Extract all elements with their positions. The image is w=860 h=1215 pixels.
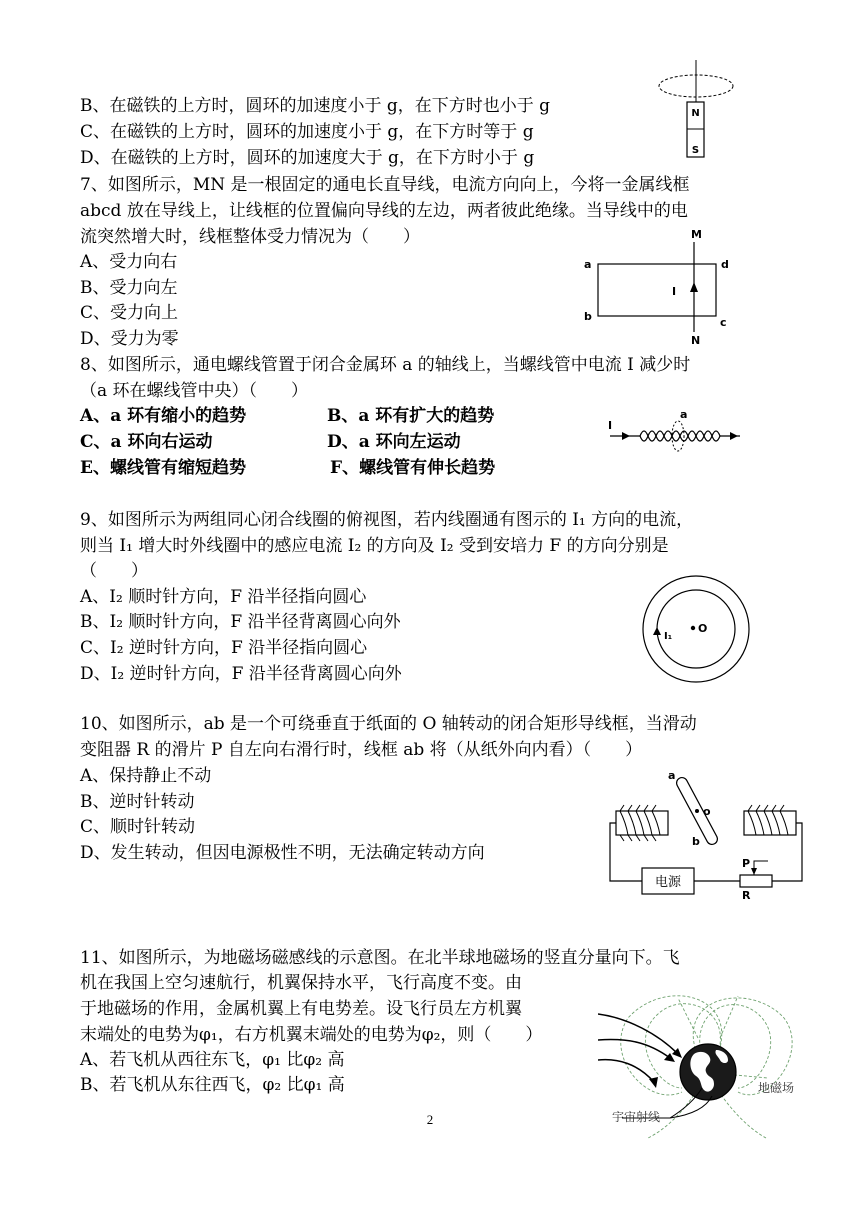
- q9-option-c: C、I₂ 逆时针方向，F 沿半径指向圆心: [80, 638, 368, 658]
- q9-stem-line1: 9、如图所示为两组同心闭合线圈的俯视图，若内线圈通有图示的 I₁ 方向的电流，: [80, 510, 694, 530]
- q10-stem-line2: 变阻器 R 的滑片 P 自左向右滑行时，线框 ab 将（从纸外向内看）（ ）: [80, 740, 643, 760]
- q11-stem-line2: 机在我国上空匀速航行，机翼保持水平，飞行高度不变。由: [80, 973, 522, 993]
- current-out-arrow-icon: [730, 432, 738, 440]
- magnet-south-label: S: [691, 145, 700, 156]
- q7-stem-line3: 流突然增大时，线框整体受力情况为（ ）: [80, 227, 420, 247]
- label-d: d: [721, 258, 729, 271]
- q7-option-c: C、受力向上: [80, 303, 179, 323]
- outer-coil: [643, 576, 749, 682]
- label-b: b: [692, 835, 700, 848]
- q8-option-e: E、螺线管有缩短趋势: [80, 458, 246, 478]
- q7-figure-wire-frame: [578, 226, 738, 354]
- label-o: O: [698, 622, 708, 635]
- q11-stem-line4: 末端处的电势为φ₁，右方机翼末端处的电势为φ₂，则（ ）: [80, 1025, 543, 1045]
- label-i1: I₁: [664, 631, 673, 642]
- q9-stem-line2: 则当 I₁ 增大时外线圈中的感应电流 I₂ 的方向及 I₂ 受到安培力 F 的方向分别是: [80, 536, 669, 556]
- q7-stem-line1: 7、如图所示，MN 是一根固定的通电长直导线，电流方向向上，今将一金属线框: [80, 175, 690, 195]
- q11-stem-line1: 11、如图所示，为地磁场磁感线的示意图。在北半球地磁场的竖直分量向下。飞: [80, 948, 680, 968]
- q9-figure-concentric-coils: [640, 573, 752, 685]
- label-a: a: [668, 769, 676, 782]
- q9-option-a: A、I₂ 顺时针方向，F 沿半径指向圆心: [80, 587, 367, 607]
- q7-option-b: B、受力向左: [80, 278, 178, 298]
- q8-option-a: A、a 环有缩小的趋势: [80, 406, 247, 426]
- label-current-i: I: [672, 285, 677, 298]
- q11-option-a: A、若飞机从西往东飞，φ₁ 比φ₂ 高: [80, 1050, 345, 1070]
- q9-option-d: D、I₂ 逆时针方向，F 沿半径背离圆心向外: [80, 664, 402, 684]
- q11-stem-line3: 于地磁场的作用，金属机翼上有电势差。设飞行员左方机翼: [80, 999, 522, 1019]
- page-number: 2: [426, 1112, 434, 1127]
- q6-option-b: B、在磁铁的上方时，圆环的加速度小于 g，在下方时也小于 g: [80, 96, 551, 116]
- q6-option-c: C、在磁铁的上方时，圆环的加速度小于 g，在下方时等于 g: [80, 122, 534, 142]
- q7-stem-line2: abcd 放在导线上，让线框的位置偏向导线的左边，两者彼此绝缘。当导线中的电: [80, 201, 688, 221]
- label-m: M: [691, 228, 702, 241]
- q9-option-b: B、I₂ 顺时针方向，F 沿半径背离圆心向外: [80, 612, 401, 632]
- q10-figure-circuit: [606, 765, 806, 900]
- center-point: [691, 626, 695, 630]
- label-current-i: I: [608, 419, 613, 432]
- left-electromagnet-core: [616, 811, 668, 835]
- q10-option-d: D、发生转动，但因电源极性不明，无法确定转动方向: [80, 843, 485, 863]
- magnet-north-label: N: [691, 108, 700, 119]
- metal-frame-abcd: [598, 264, 716, 316]
- label-p: P: [742, 857, 751, 870]
- right-electromagnet-core: [744, 811, 796, 835]
- q10-stem-line1: 10、如图所示，ab 是一个可绕垂直于纸面的 O 轴转动的闭合矩形导线框，当滑动: [80, 714, 697, 734]
- power-source-label: 电源: [654, 875, 682, 890]
- label-r: R: [742, 889, 751, 900]
- metal-ring-a: [672, 421, 684, 451]
- q9-stem-line3: （ ）: [80, 561, 148, 581]
- q6-option-d: D、在磁铁的上方时，圆环的加速度大于 g，在下方时小于 g: [80, 148, 535, 168]
- label-c: c: [720, 316, 727, 329]
- q8-option-c: C、a 环向右运动: [80, 432, 213, 452]
- cosmic-ray-label: 宇宙射线: [612, 1110, 661, 1124]
- label-b: b: [584, 310, 592, 323]
- axis-o: [695, 809, 699, 813]
- label-o: o: [703, 805, 711, 818]
- q8-option-b: B、a 环有扩大的趋势: [327, 406, 495, 426]
- q7-option-a: A、受力向右: [80, 252, 178, 272]
- current-arrow-icon: [622, 432, 630, 440]
- label-ring-a: a: [680, 408, 688, 421]
- label-n: N: [691, 334, 701, 347]
- inner-coil: [657, 590, 735, 668]
- q8-option-f: F、螺线管有伸长趋势: [330, 458, 496, 478]
- slider-p-arrow-icon: [751, 868, 757, 875]
- q10-option-b: B、逆时针转动: [80, 792, 195, 812]
- label-a: a: [584, 258, 592, 271]
- q11-option-b: B、若飞机从东往西飞，φ₂ 比φ₁ 高: [80, 1075, 345, 1095]
- q10-option-a: A、保持静止不动: [80, 766, 212, 786]
- q8-figure-solenoid: [600, 405, 745, 455]
- current-up-arrow-icon: [690, 282, 698, 292]
- q8-stem-line2: （a 环在螺线管中央）（ ）: [80, 381, 309, 401]
- rheostat-r: [740, 875, 772, 887]
- q6-figure-magnet-ring: [650, 60, 750, 160]
- q8-stem-line1: 8、如图所示，通电螺线管置于闭合金属环 a 的轴线上，当螺线管中电流 I 减少时: [80, 355, 691, 375]
- current-i1-arrow-icon: [653, 627, 661, 635]
- geomagnetic-label: 地磁场: [758, 1081, 795, 1095]
- q10-option-c: C、顺时针转动: [80, 817, 196, 837]
- q7-option-d: D、受力为零: [80, 329, 179, 349]
- q8-option-d: D、a 环向左运动: [327, 432, 461, 452]
